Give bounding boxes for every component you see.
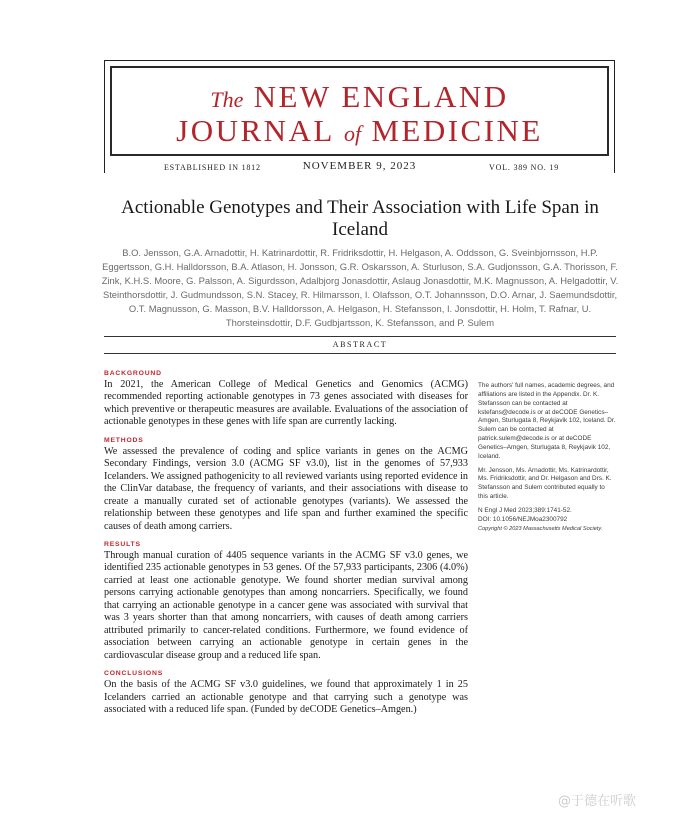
masthead-line-1: [112, 80, 607, 117]
abstract-body: [104, 369, 468, 723]
abstract-label: ABSTRACT: [332, 340, 388, 349]
journal-masthead: [110, 66, 609, 156]
article-title: Actionable Genotypes and Their Association with Life Span in Iceland: [121, 197, 599, 240]
masthead-medicine: MEDICINE: [371, 113, 543, 148]
section-text-conclusions: On the basis of the ACMG SF v3.0 guidelines, we found that approximately 1 in 25 Icelanders carried an actionable genotype and that carrying such a genotype was associated with a reduced life span. (Funded by deCODE Genetics–Amgen.): [104, 679, 468, 715]
copyright: Copyright © 2023 Massachusetts Medical Society.: [478, 525, 603, 532]
doi-link[interactable]: DOI: 10.1056/NEJMoa2300792: [478, 515, 568, 523]
section-heading-results: RESULTS: [104, 540, 141, 548]
section-text-results: Through manual curation of 4405 sequence variants in the ACMG SF v3.0 genes, we identified 235 actionable genotypes in 53 genes. Of the 57,933 participants, 2306 (4.0%) carried at least one actionable genotype. We found shorter median survival among persons carrying actionable genotypes than among noncarriers. Specifically, we found that carrying an actionable genotype in a cancer gene was associated with survival that was 3 years shorter than that among noncarriers, with causes of death among carriers attributed primarily to cancer-related conditions. Furthermore, we found evidence of association between carrying an actionable genotype in certain genes in the cardiovascular disease group and a reduced life span.: [104, 549, 468, 661]
section-heading-conclusions: CONCLUSIONS: [104, 670, 164, 678]
abstract-rule-bottom: [104, 353, 616, 354]
masthead-new-england: NEW ENGLAND: [253, 79, 509, 114]
sidebar-notes: [478, 382, 616, 534]
masthead-journal: JOURNAL: [176, 113, 334, 148]
established-date: ESTABLISHED IN 1812: [164, 163, 261, 172]
masthead-of: of: [343, 121, 362, 146]
issue-info-row: [110, 160, 609, 174]
section-text-methods: We assessed the prevalence of coding and splice variants in genes on the ACMG Secondary Findings, version 3.0 (ACMG SF v3.0), list in the genomes of 57,933 Icelanders. We assigned pathogenicity to all reviewed variants using reported evidence in the ClinVar database, the frequency of variants, and their associations with disease to create a manually curated set of actionable genotypes (variants). We assessed the relationship between these genotypes and life span and further examined the specific causes of death among carriers.: [104, 445, 468, 532]
affiliation-note: The authors' full names, academic degrees, and affiliations are listed in the Appendix. Dr. K. Stefansson can be contacted at kstefans@decode.is or at deCODE Genetics–Amgen, Sturlugata 8, Reykjavik 102, Iceland. Dr. Sulem can be contacted at patrick.sulem@decode.is or at deCODE Genetics–Amgen, Sturlugata 8, Reykjavik 102, Iceland.: [478, 382, 616, 460]
abstract-rule-top: [104, 336, 616, 337]
section-text-background: In 2021, the American College of Medical Genetics and Genomics (ACMG) recommended reporting actionable genotypes in 73 genes associated with diseases for which preventive or therapeutic measures are available. Evaluations of the association of actionable genotypes in these genes with life span are currently lacking.: [104, 379, 468, 428]
author-list: B.O. Jensson, G.A. Arnadottir, H. Katrinardottir, R. Fridriksdottir, H. Helgason, A. Oddsson, G. Sveinbjornsson, H.P. Eggertsson, G.H. Halldorsson, B.A. Atlason, H. Jonsson, G.R. Oskarsson, A. Sturluson, S.A. Gudjonsson, G.A. Thorisson, F. Zink, K.H.S. Moore, G. Palsson, A. Sigurdsson, Adalbjorg Jonasdottir, Aslaug Jonasdottir, M.K. Magnusson, A. Helgadottir, V. Steinthorsdottir, J. Gudmundsson, S.N. Stacey, R. Hilmarsson, I. Olafsson, O.T. Johannsson, D.O. Arnar, J. Saemundsdottir, O.T. Magnusson, G. Masson, B.V. Halldorsson, A. Helgason, H. Stefansson, I. Jonsdottir, H. Holm, T. Rafnar, U. Thorsteinsdottir, D.F. Gudbjartsson, K. Stefansson, and P. Sulem: [101, 247, 619, 328]
section-heading-background: BACKGROUND: [104, 370, 162, 377]
citation: N Engl J Med 2023;389:1741-52.: [478, 506, 572, 514]
contribution-note: Mr. Jensson, Ms. Arnadottir, Ms. Katrinardottir, Ms. Fridriksdottir, and Dr. Helgason and Drs. K. Stefansson and Sulem contributed equally to this article.: [478, 466, 612, 501]
watermark: @于德在听歌: [558, 794, 637, 809]
section-heading-methods: METHODS: [104, 436, 144, 444]
masthead-line-2: [112, 114, 607, 151]
issue-date: NOVEMBER 9, 2023: [302, 160, 417, 172]
masthead-the: The: [210, 87, 244, 112]
volume-number: VOL. 389 NO. 19: [489, 163, 559, 172]
